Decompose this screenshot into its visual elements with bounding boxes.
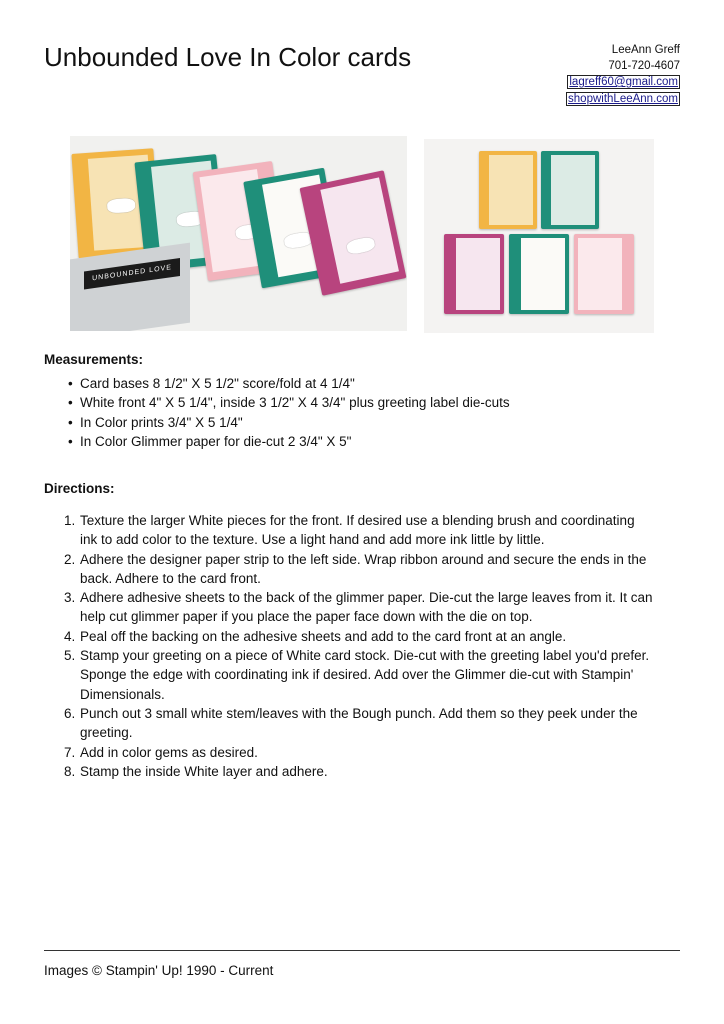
contact-phone: 701-720-4607 bbox=[608, 59, 680, 72]
contact-name: LeeAnn Greff bbox=[611, 44, 680, 56]
email-link[interactable]: lagreff60@gmail.com bbox=[569, 76, 678, 88]
card-spruce-2 bbox=[509, 234, 569, 314]
list-item: • Card bases 8 1/2" X 5 1/2" score/fold at 4 1/4" bbox=[44, 374, 684, 393]
stamp-set-case bbox=[70, 243, 190, 331]
cards-photo-angled bbox=[70, 136, 407, 331]
directions-list bbox=[44, 511, 654, 781]
website-link[interactable]: shopwithLeeAnn.com bbox=[568, 92, 678, 105]
list-item: • White front 4" X 5 1/4", inside 3 1/2" X 4 3/4" plus greeting label die-cuts bbox=[44, 393, 684, 412]
measurements-list bbox=[44, 374, 684, 451]
directions-heading: Directions: bbox=[44, 481, 115, 496]
card-spruce bbox=[541, 151, 599, 229]
list-item: • In Color prints 3/4" X 5 1/4" bbox=[44, 413, 684, 432]
footer-divider bbox=[44, 950, 680, 951]
list-item: Peal off the backing on the adhesive sheets and add to the card front at an angle. bbox=[80, 628, 567, 644]
list-item: Texture the larger White pieces for the front. If desired use a blending brush and coordinating ink to add color to the texture. Use a light hand and add more ink little by little. bbox=[80, 513, 635, 548]
cards-photo-grid bbox=[424, 139, 654, 333]
list-item: Adhere the designer paper strip to the left side. Wrap ribbon around and secure the ends in the back. Adhere to the card front. bbox=[80, 551, 647, 586]
list-item: • In Color Glimmer paper for die-cut 2 3/4" X 5" bbox=[44, 432, 684, 451]
footer-copyright: Images © Stampin' Up! 1990 - Current bbox=[44, 963, 274, 978]
list-item: Stamp your greeting on a piece of White card stock. Die-cut with the greeting label you'd prefer. Sponge the edge with coordinating ink if desired. Add over the Glimmer die-cut with Stampin' Dimensionals. bbox=[80, 648, 650, 702]
list-item: Punch out 3 small white stem/leaves with the Bough punch. Add them so they peek under the greeting. bbox=[80, 705, 638, 741]
card-berry bbox=[444, 234, 504, 314]
card-pink bbox=[574, 234, 634, 314]
stamp-set-label: UNBOUNDED LOVE bbox=[84, 258, 180, 289]
list-item: Add in color gems as desired. bbox=[80, 744, 258, 760]
card-mango bbox=[479, 151, 537, 229]
measurements-heading: Measurements: bbox=[44, 352, 144, 367]
page-title: Unbounded Love In Color cards bbox=[44, 42, 412, 72]
contact-block bbox=[566, 43, 680, 107]
list-item: Adhere adhesive sheets to the back of the glimmer paper. Die-cut the large leaves from it. It can help cut glimmer paper if you place the paper face down with the die on top. bbox=[80, 590, 653, 625]
list-item: Stamp the inside White layer and adhere. bbox=[80, 763, 328, 779]
